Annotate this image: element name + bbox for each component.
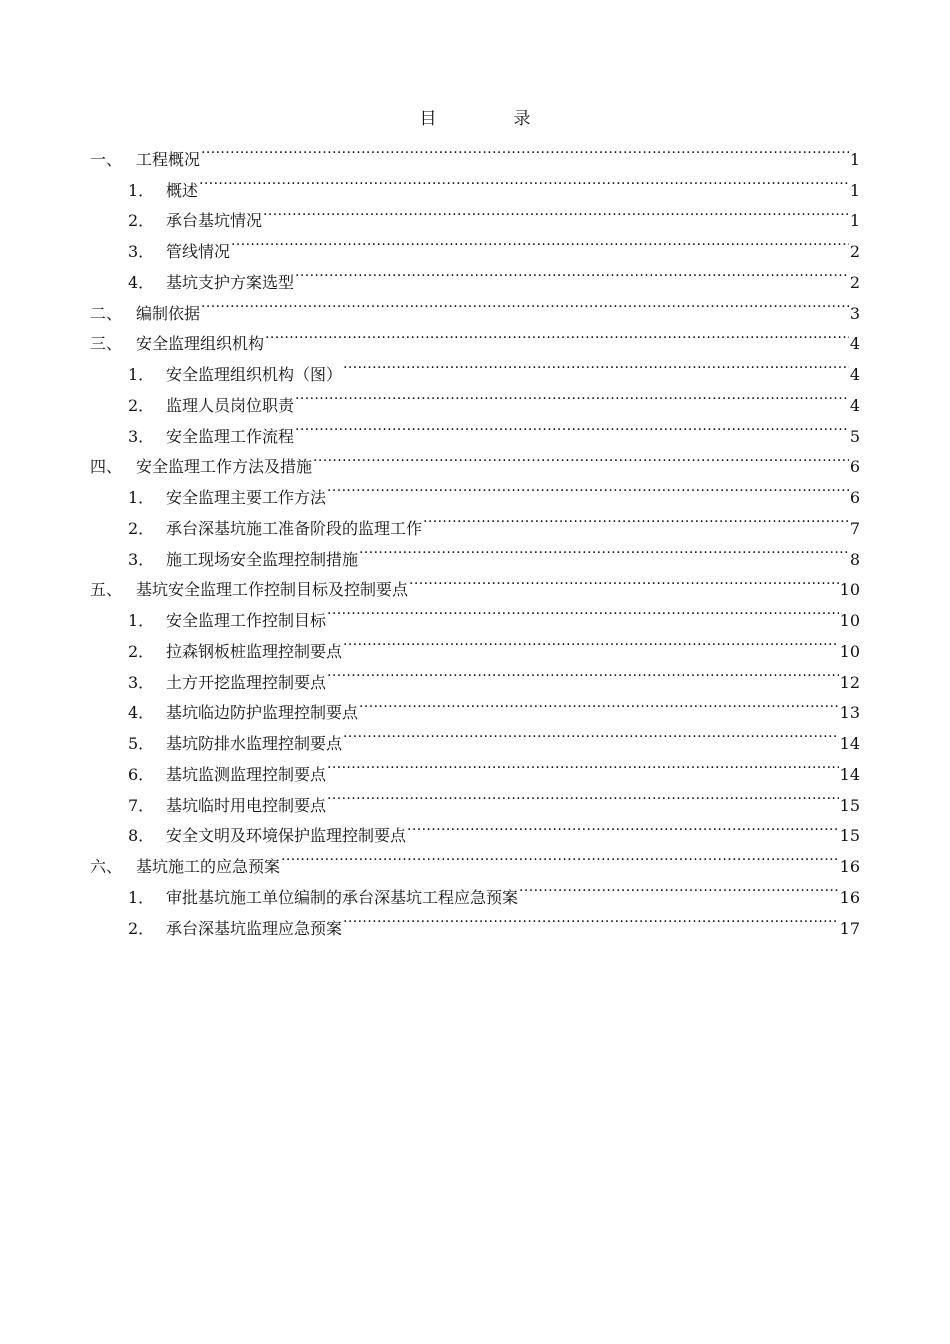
toc-entry-label: 工程概况 <box>136 149 201 169</box>
toc-entry-label: 监理人员岗位职责 <box>166 395 295 415</box>
toc-entry-label: 安全监理组织机构 <box>136 334 265 354</box>
toc-dot-leader <box>295 257 849 288</box>
toc-entry-page-number: 15 <box>839 795 860 815</box>
toc-entry-number: 三、 <box>90 334 123 354</box>
toc-entry-label: 施工现场安全监理控制措施 <box>166 549 359 569</box>
toc-list <box>90 134 860 938</box>
toc-entry-label: 基坑施工的应急预案 <box>136 857 281 876</box>
toc-dot-leader <box>231 226 849 257</box>
toc-entry-number: 1． <box>128 887 155 907</box>
toc-entry-page-number: 14 <box>839 764 860 784</box>
toc-entry-page-number: 10 <box>839 611 860 630</box>
toc-entry-page-number: 2 <box>849 242 860 261</box>
toc-dot-leader <box>295 380 849 411</box>
toc-entry-label: 安全监理主要工作方法 <box>166 488 327 507</box>
toc-entry-number: 3． <box>128 672 155 692</box>
toc-entry-page-number: 10 <box>839 641 860 661</box>
toc-entry-page-number: 5 <box>849 426 860 446</box>
toc-entry-label: 安全监理工作方法及措施 <box>136 457 313 477</box>
toc-entry-label: 审批基坑施工单位编制的承台深基坑工程应急预案 <box>166 887 519 907</box>
toc-subsection-entry[interactable] <box>90 196 860 231</box>
toc-dot-leader <box>327 780 839 811</box>
toc-entry-label: 安全监理工作流程 <box>166 426 295 446</box>
toc-entry-number: 4． <box>128 272 155 292</box>
toc-dot-leader <box>519 872 839 903</box>
toc-entry-page-number: 1 <box>849 180 860 200</box>
toc-dot-leader <box>327 657 839 688</box>
toc-entry-number: 2． <box>128 211 155 231</box>
toc-entry-number: 5． <box>128 734 155 753</box>
toc-entry-page-number: 2 <box>849 272 860 292</box>
toc-entry-page-number: 13 <box>839 703 860 723</box>
toc-entry-number: 1． <box>128 365 155 384</box>
toc-dot-leader <box>281 841 839 872</box>
toc-title: 目 录 <box>419 109 561 129</box>
toc-entry-label: 基坑防排水监理控制要点 <box>166 734 343 753</box>
toc-entry-label: 基坑安全监理工作控制目标及控制要点 <box>136 580 409 600</box>
toc-entry-label: 基坑监测监理控制要点 <box>166 764 327 784</box>
toc-entry-label: 管线情况 <box>166 242 231 261</box>
toc-entry-page-number: 15 <box>839 826 860 846</box>
toc-entry-number: 一、 <box>90 149 123 169</box>
toc-section-entry[interactable] <box>90 319 860 354</box>
toc-entry-page-number: 6 <box>849 457 860 477</box>
toc-dot-leader <box>201 288 849 319</box>
toc-subsection-entry[interactable] <box>90 165 860 200</box>
toc-dot-leader <box>359 688 839 719</box>
toc-entry-label: 安全监理工作控制目标 <box>166 611 327 630</box>
toc-entry-number: 4． <box>128 703 155 723</box>
toc-dot-leader <box>327 595 839 626</box>
toc-entry-number: 2． <box>128 641 155 661</box>
toc-entry-label: 基坑临边防护监理控制要点 <box>166 703 359 723</box>
toc-entry-page-number: 1 <box>849 211 860 231</box>
toc-entry-page-number: 8 <box>849 549 860 569</box>
toc-dot-leader <box>423 503 849 534</box>
toc-dot-leader <box>343 718 839 749</box>
toc-entry-number: 3． <box>128 242 155 261</box>
toc-entry-label: 承台深基坑监理应急预案 <box>166 918 343 938</box>
toc-entry-number: 2． <box>128 918 155 938</box>
toc-dot-leader <box>343 903 839 934</box>
toc-entry-page-number: 3 <box>849 303 860 323</box>
toc-entry-label: 拉森钢板桩监理控制要点 <box>166 641 343 661</box>
toc-dot-leader <box>359 534 849 565</box>
toc-entry-number: 六、 <box>90 857 123 876</box>
toc-entry-page-number: 12 <box>839 672 860 692</box>
toc-dot-leader <box>263 196 849 227</box>
toc-entry-label: 基坑临时用电控制要点 <box>166 795 327 815</box>
toc-entry-number: 二、 <box>90 303 123 323</box>
toc-entry-label: 承台基坑情况 <box>166 211 263 231</box>
toc-dot-leader <box>313 442 849 473</box>
toc-dot-leader <box>199 165 849 196</box>
toc-entry-label: 安全文明及环境保护监理控制要点 <box>166 826 407 846</box>
toc-entry-number: 1． <box>128 180 155 200</box>
toc-entry-number: 3． <box>128 426 155 446</box>
toc-entry-page-number: 4 <box>849 395 860 415</box>
toc-entry-number: 1． <box>128 611 155 630</box>
toc-dot-leader <box>343 626 839 657</box>
toc-dot-leader <box>409 565 839 596</box>
toc-entry-number: 7． <box>128 795 155 815</box>
toc-entry-page-number: 14 <box>839 734 860 753</box>
toc-entry-label: 基坑支护方案选型 <box>166 272 295 292</box>
toc-entry-number: 四、 <box>90 457 123 477</box>
toc-entry-page-number: 17 <box>839 918 860 938</box>
toc-dot-leader <box>407 811 839 842</box>
toc-entry-number: 1． <box>128 488 155 507</box>
toc-dot-leader <box>327 749 839 780</box>
toc-entry-label: 编制依据 <box>136 303 201 323</box>
toc-section-entry[interactable] <box>90 288 860 323</box>
toc-entry-page-number: 16 <box>839 857 860 876</box>
toc-entry-page-number: 6 <box>849 488 860 507</box>
toc-section-entry[interactable] <box>90 134 860 169</box>
toc-dot-leader <box>201 134 849 165</box>
toc-entry-page-number: 16 <box>839 887 860 907</box>
toc-entry-label: 概述 <box>166 180 199 200</box>
toc-dot-leader <box>265 319 849 350</box>
toc-entry-number: 2． <box>128 518 155 538</box>
toc-entry-page-number: 1 <box>849 149 860 169</box>
toc-entry-page-number: 10 <box>839 580 860 600</box>
toc-entry-number: 8． <box>128 826 155 846</box>
toc-entry-number: 3． <box>128 549 155 569</box>
toc-dot-leader <box>343 349 849 380</box>
toc-entry-page-number: 7 <box>849 518 860 538</box>
toc-entry-number: 6． <box>128 764 155 784</box>
toc-entry-page-number: 4 <box>849 365 860 384</box>
toc-dot-leader <box>327 472 849 503</box>
toc-entry-label: 安全监理组织机构（图） <box>166 365 343 384</box>
toc-dot-leader <box>295 411 849 442</box>
toc-entry-page-number: 4 <box>849 334 860 354</box>
toc-entry-number: 2． <box>128 395 155 415</box>
toc-entry-label: 土方开挖监理控制要点 <box>166 672 327 692</box>
toc-entry-label: 承台深基坑施工准备阶段的监理工作 <box>166 518 423 538</box>
toc-entry-number: 五、 <box>90 580 123 600</box>
